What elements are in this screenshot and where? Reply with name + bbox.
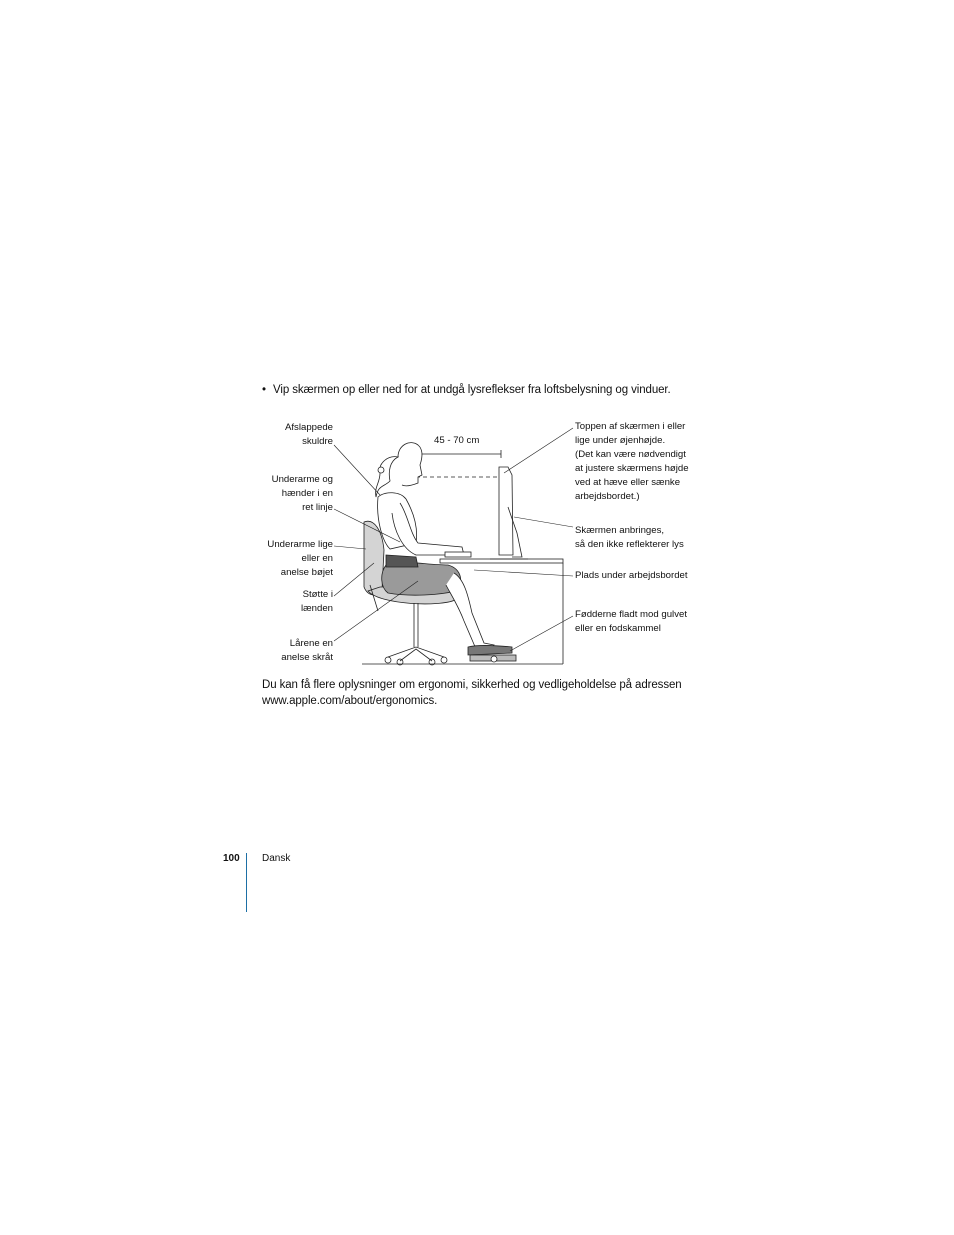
paragraph-url: www.apple.com/about/ergonomics.: [262, 695, 438, 707]
page-number: 100: [223, 853, 240, 864]
ergonomics-illustration: [250, 415, 710, 675]
label-viewing-distance: 45 - 70 cm: [434, 435, 480, 446]
bullet-symbol: •: [262, 384, 266, 396]
label-screen-reflection: Skærmen anbringes, så den ikke reflekterer lys: [575, 525, 684, 550]
bullet-text: Vip skærmen op eller ned for at undgå lysreflekser fra loftsbelysning og vinduer.: [273, 384, 671, 396]
footer-language: Dansk: [262, 853, 291, 864]
bullet-item: [262, 384, 671, 396]
label-desk-clearance: Plads under arbejdsbordet: [575, 570, 688, 581]
label-screen-top: Toppen af skærmen i eller lige under øjenhøjde. (Det kan være nødvendigt at justere skærmens højde ved at hæve eller sænke arbejdsbordet.): [575, 421, 689, 502]
ergonomics-paragraph: [262, 677, 732, 709]
label-thighs-tilted: Lårene en anelse skråt: [281, 638, 333, 663]
label-forearms-bent: Underarme lige eller en anelse bøjet: [267, 539, 333, 578]
paragraph-line-1: Du kan få flere oplysninger om ergonomi, sikkerhed og vedligeholdelse på adressen: [262, 679, 682, 691]
footer-rule: [246, 853, 247, 912]
distance-marker: [416, 450, 501, 477]
monitor: [490, 467, 528, 559]
label-lumbar-support: Støtte i lænden: [300, 589, 333, 614]
illustration-drawing: [250, 415, 710, 675]
label-relaxed-shoulders: Afslappede skuldre: [284, 422, 333, 447]
leader-lines-right: [474, 428, 573, 651]
person: [376, 443, 516, 662]
label-feet-flat: Fødderne fladt mod gulvet eller en fodskammel: [575, 609, 687, 634]
label-forearms-straight: Underarme og hænder i en ret linje: [271, 474, 333, 513]
